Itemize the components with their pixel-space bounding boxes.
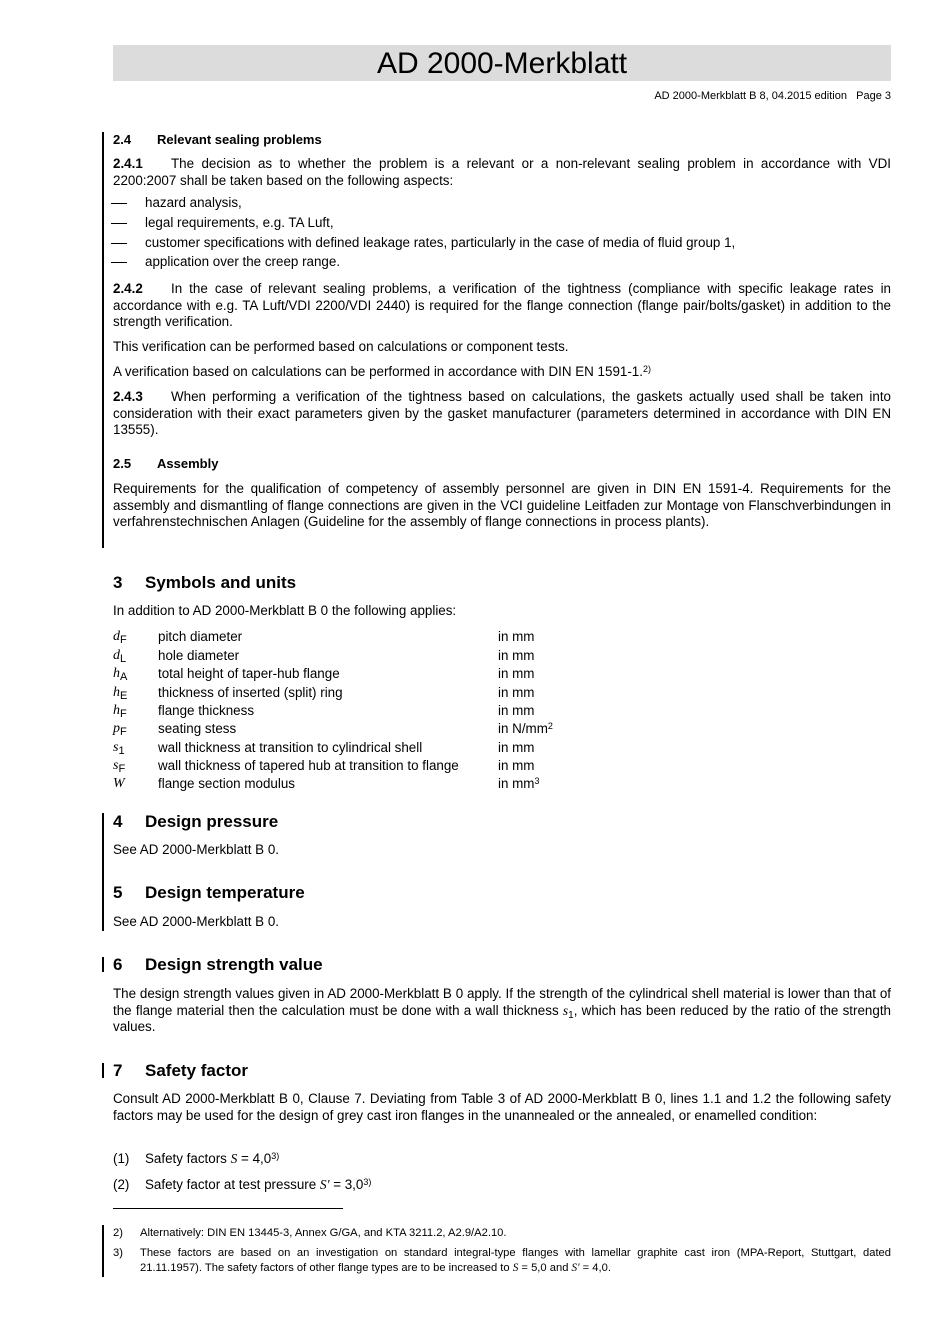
section-6-text: The design strength values given in AD 2000-Merkblatt B 0 apply. If the strength of the cylindrical shell material is lower than that of the flange material then the calculation must be done with a wall thickness $s_1$, which has been reduced by the ratio of the strength values.: [113, 986, 891, 1034]
paragraph-2-4-1: 2.4.1 The decision as to whether the problem is a relevant or a non-relevant sealing problem in accordance with VDI 2200:2007 shall be taken based on the following aspects:: [113, 156, 891, 188]
section-6-heading: 6 Design strength value: [113, 955, 323, 974]
change-bar: [102, 813, 104, 931]
symbol-row: $h_A$ total height of taper-hub flange in mm: [113, 666, 535, 683]
symbol-row: W flange section modulus in $mm^3$: [113, 776, 540, 791]
footnote-ref: 2): [642, 364, 651, 374]
document-subheader: AD 2000-Merkblatt B 8, 04.2015 edition Page 3: [654, 90, 891, 102]
section-7-heading: 7 Safety factor: [113, 1061, 248, 1080]
section-3-intro: In addition to AD 2000-Merkblatt B 0 the following applies:: [113, 603, 457, 618]
paragraph-2-4-2-c: A verification based on calculations can be performed in accordance with DIN EN 1591-1.$^{2)}$: [113, 364, 651, 379]
symbol-row: $s_1$ wall thickness at transition to cylindrical shell in mm: [113, 740, 535, 757]
change-bar: [102, 957, 104, 972]
paragraph-2-5: Requirements for the qualification of competency of assembly personnel are given in DIN EN 1591-4. Requirements for the assembly and dismantling of flange connections are given in the VCI guideline Leitfaden zur Montage von Flanschverbindungen in verfahrenstechnischen Anlagen (Guideline for the assembly of flange connections in process plants).: [113, 481, 891, 529]
section-3-heading: 3 Symbols and units: [113, 573, 297, 592]
section-4-heading: 4 Design pressure: [113, 812, 279, 831]
document-header-title: AD 2000-Merkblatt: [113, 45, 891, 81]
section-2-4-heading: 2.4 Relevant sealing problems: [113, 132, 322, 147]
symbol-row: $h_F$ flange thickness in mm: [113, 703, 535, 720]
change-bar: [102, 132, 104, 548]
paragraph-2-4-3: 2.4.3 When performing a verification of the tightness based on calculations, the gaskets actually used shall be taken into consideration with their exact parameters given by the gasket manufacturer (parameters determined in accordance with DIN EN 13555).: [113, 389, 891, 437]
section-7-text: Consult AD 2000-Merkblatt B 0, Clause 7. Deviating from Table 3 of AD 2000-Merkblatt B 0, lines 1.1 and 1.2 the following safety factors may be used for the design of grey cast iron flanges in the unannealed or the annealed, or enamelled condition:: [113, 1091, 891, 1123]
symbol-row: $d_F$ pitch diameter in mm: [113, 629, 535, 646]
paragraph-2-4-2: 2.4.2 In the case of relevant sealing problems, a verification of the tightness (compliance with specific leakage rates in accordance with e.g. TA Luft/VDI 2200/VDI 2440) is required for the flange connection (flange pair/bolts/gasket) in addition to the strength verification.: [113, 281, 891, 329]
change-bar: [102, 1063, 104, 1078]
section-2-5-heading: 2.5 Assembly: [113, 456, 219, 471]
change-bar: [102, 1225, 104, 1277]
section-5-heading: 5 Design temperature: [113, 883, 305, 902]
symbol-row: $h_E$ thickness of inserted (split) ring in mm: [113, 685, 535, 702]
paragraph-2-4-2-b: This verification can be performed based on calculations or component tests.: [113, 339, 569, 354]
symbol-row: $s_F$ wall thickness of tapered hub at transition to flange in mm: [113, 758, 535, 775]
symbol-row: $p_F$ seating stess in $N/mm^2$: [113, 721, 553, 738]
symbol-row: $d_L$ hole diameter in mm: [113, 648, 535, 665]
section-5-text: See AD 2000-Merkblatt B 0.: [113, 914, 279, 929]
footnote-separator: [113, 1208, 343, 1209]
section-4-text: See AD 2000-Merkblatt B 0.: [113, 842, 279, 857]
